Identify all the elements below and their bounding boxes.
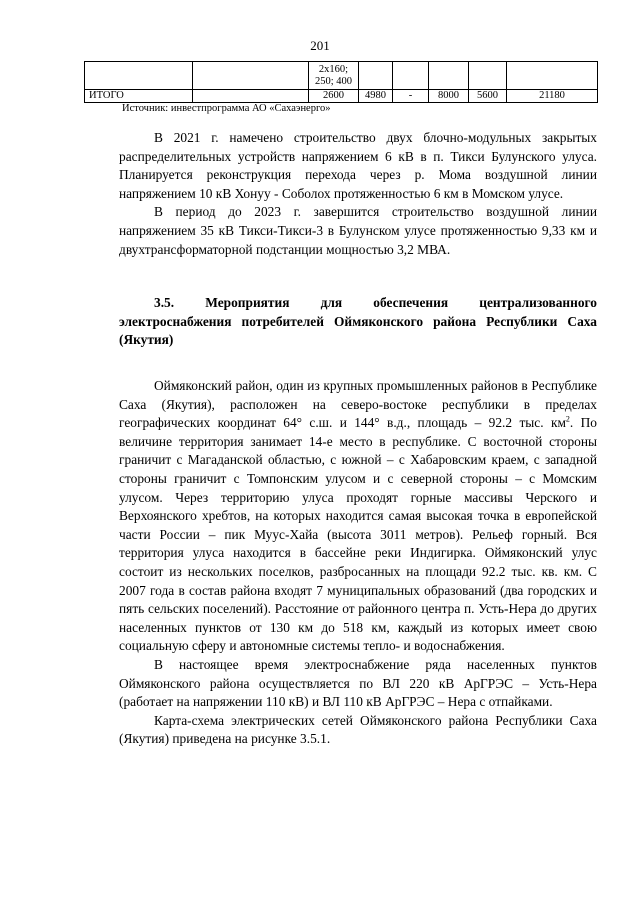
page-number: 201 [310, 38, 330, 53]
table-cell: 2600 [309, 90, 359, 103]
paragraph: В 2021 г. намечено строительство двух блочно-модульных закрытых распределительных устройств напряжением 6 кВ в п. Тикси Булунского улуса. Планируется реконструкция перехода через р. Мома воздушной линии напряжением 10 кВ Хонуу - Соболох протяженностью 6 км в Момском улусе. [119, 130, 597, 201]
table-cell [193, 62, 309, 90]
table-cell: 4980 [359, 90, 393, 103]
table-cell: 21180 [507, 90, 598, 103]
table-cell [393, 62, 429, 90]
paragraph-district-description [119, 377, 597, 656]
investment-table [84, 61, 598, 103]
paragraph-text: . По величине территория занимает 14-е место в республике. С восточной стороны граничит с Магаданской областью, с южной – с Хабаровским краем, с западной стороны граничит с Томпонским улусом и с северной стороны – с Момским улусом. Через территорию улуса проходят горные массивы Черского и Верхоянского хребтов, на которых находится самая высокая точка в европейской части России – пик Муус-Хайа (высота 3011 метров). Рельеф горный. Вся территория улуса находится в бассейне реки Индигирка. Оймяконский улус состоит из нескольких поселков, разбросанных на площади 92.2 тыс. кв. км. С 2007 года в состав района входят 7 муниципальных образований (два городских и пять сельских поселений). Расстояние от районного центра п. Усть-Нера до других населенных пунктов от 130 км до 518 км, каждый из которых имеет свою социальную сферу и автономные системы тепло- и водоснабжения. [119, 415, 597, 654]
table-row [85, 90, 598, 103]
text-block-2 [119, 377, 597, 749]
table-cell: - [393, 90, 429, 103]
table-cell [507, 62, 598, 90]
paragraph-map-reference: Карта-схема электрических сетей Оймяконского района Республики Саха (Якутия) приведена на рисунке 3.5.1. [119, 712, 597, 747]
table-cell [469, 62, 507, 90]
text-block-1 [119, 129, 597, 259]
table-cell: 5600 [469, 90, 507, 103]
table-cell: ИТОГО [85, 90, 193, 103]
paragraph-text: Оймяконский район, один из крупных промышленных районов в Республике Саха (Якутия), расположен на северо-востоке республики в пределах географических координат 64° с.ш. и 144° в.д., площадь – 92.2 тыс. км [119, 378, 597, 431]
table-cell: 2х160; 250; 400 [309, 62, 359, 90]
table-cell [85, 62, 193, 90]
table-cell [359, 62, 393, 90]
paragraph: В период до 2023 г. завершится строительство воздушной линии напряжением 35 кВ Тикси-Тикси-3 в Булунском улусе протяженностью 9,33 км и двухтрансформаторной подстанции мощностью 3,2 МВА. [119, 204, 597, 257]
paragraph-power-supply: В настоящее время электроснабжение ряда населенных пунктов Оймяконского района осуществляется по ВЛ 220 кВ АрГРЭС – Усть-Нера (работает на напряжении 110 кВ) и ВЛ 110 кВ АрГРЭС – Нера с отпайками. [119, 656, 597, 710]
section-heading: 3.5. Мероприятия для обеспечения централизованного электроснабжения потребителей Оймяконского района Республики Саха (Якутия) [119, 295, 597, 348]
table-source-note: Источник: инвестпрограмма АО «Сахаэнерго» [122, 103, 331, 114]
table-cell [193, 90, 309, 103]
superscript: 2 [565, 414, 570, 424]
table-row [85, 62, 598, 90]
table-cell [429, 62, 469, 90]
table-cell: 8000 [429, 90, 469, 103]
